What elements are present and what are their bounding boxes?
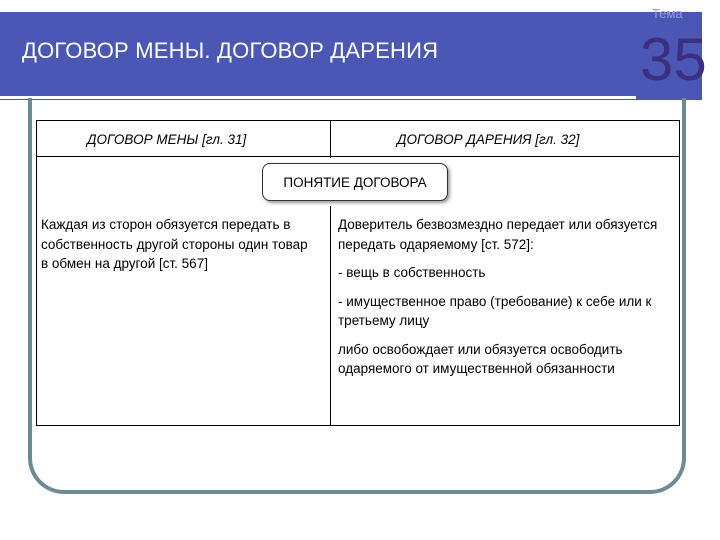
exchange-definition: Каждая из сторон обязуется передать в собственность другой стороны один товар в обмен на другой [ст. 567] [41,217,308,271]
section-label-backdrop [256,158,454,206]
gift-definition-intro: Доверитель безвозмездно передает или обязуется передать одаряемому [ст. 572]: [338,217,658,252]
slide-title: ДОГОВОР МЕНЫ. ДОГОВОР ДАРЕНИЯ [22,38,439,63]
header-divider [37,156,679,157]
gift-item-right: - имущественное право (требование) к себе или к третьему лицу [338,293,652,328]
left-column-header: ДОГОВОР МЕНЫ [гл. 31] [87,132,247,147]
gift-item-property: - вещь в собственность [338,265,486,280]
gift-definition [338,215,673,388]
right-column-header: ДОГОВОР ДАРЕНИЯ [гл. 32] [397,132,580,147]
topic-number: 35 [640,26,707,93]
topic-label: Тема [652,6,683,21]
gift-item-release: либо освобождает или обязуется освободить одаряемого от имущественной обязанности [338,341,623,376]
section-label-box: ПОНЯТИЕ ДОГОВОРА [262,163,448,201]
